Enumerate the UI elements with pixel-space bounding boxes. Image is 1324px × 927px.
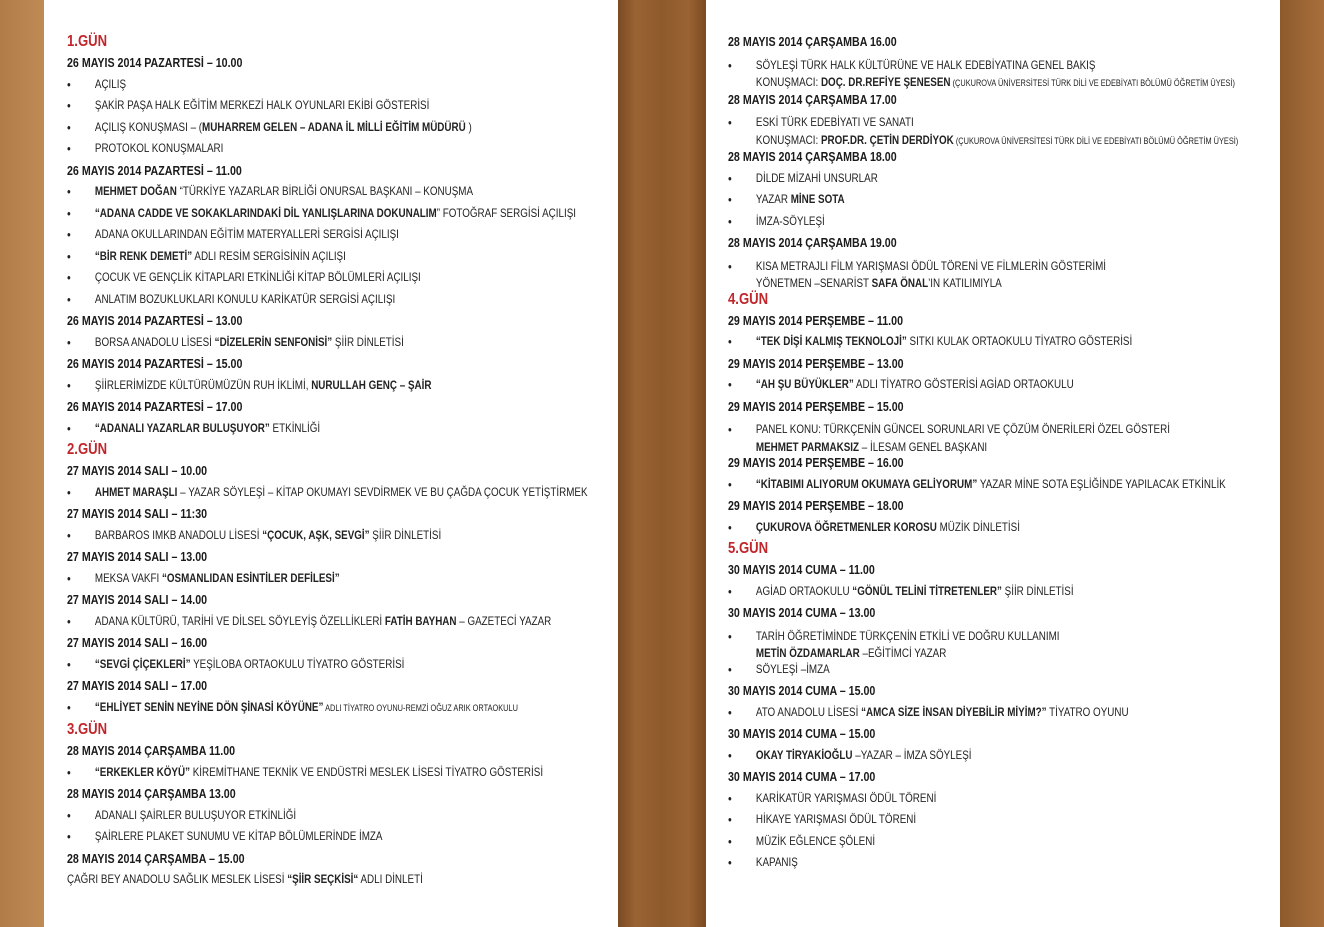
program-page-right [706, 0, 1280, 927]
bullet-icon: • [67, 334, 71, 350]
item-line [756, 855, 798, 869]
bullet-icon: • [728, 192, 732, 207]
item-line [95, 335, 404, 349]
bullet-icon: • [728, 334, 732, 349]
item-line [95, 571, 340, 585]
bullet-icon: • [67, 807, 71, 823]
emphasized-text: DOÇ. DR.REFİYE ŞENESEN [820, 75, 951, 89]
event-list-item [728, 168, 1253, 190]
session-time-heading: 28 MAYIS 2014 ÇARŞAMBA 13.00 [67, 786, 236, 801]
item-line [756, 115, 914, 129]
event-list-item [67, 74, 592, 96]
session-time-heading: 26 MAYIS 2014 PAZARTESİ – 13.00 [67, 313, 243, 328]
session-time-heading: 26 MAYIS 2014 PAZARTESİ – 11.00 [67, 162, 242, 178]
event-list-item [728, 702, 1253, 724]
emphasized-text: “ÇOCUK, AŞK, SEVGİ” [262, 527, 370, 542]
item-line [95, 657, 404, 671]
event-list-item [728, 331, 1253, 353]
bullet-icon: • [67, 527, 71, 543]
item-line [756, 629, 1060, 643]
event-list-item [728, 254, 1253, 293]
event-list-item [67, 697, 592, 720]
emphasized-text: SAFA ÖNAL [871, 276, 929, 290]
emphasized-text: “BİR RENK DEMETİ” [94, 248, 193, 263]
emphasized-text: MUHARREM GELEN – ADANA İL MİLLİ EĞİTİM MÜDÜRÜ [202, 119, 466, 134]
event-list-item [728, 189, 1253, 211]
bullet-icon: • [67, 98, 71, 113]
day-heading: 5.GÜN [728, 540, 769, 557]
session-time-heading: 28 MAYIS 2014 ÇARŞAMBA 18.00 [728, 149, 897, 164]
session-time-heading: 27 MAYIS 2014 SALI – 17.00 [67, 678, 208, 693]
bullet-icon: • [67, 248, 71, 264]
event-list-item [728, 581, 1253, 603]
item-line [95, 270, 421, 284]
bullet-icon: • [728, 855, 732, 870]
bullet-icon: • [67, 829, 71, 844]
session-time-heading: 26 MAYIS 2014 PAZARTESİ – 17.00 [67, 399, 243, 414]
event-list-item [728, 624, 1253, 663]
session-time-heading: 29 MAYIS 2014 PERŞEMBE – 16.00 [728, 455, 904, 470]
emphasized-text: “GÖNÜL TELİNİ TİTRETENLER” [852, 583, 1002, 598]
day-heading: 2.GÜN [67, 441, 108, 458]
emphasized-text: “AH ŞU BÜYÜKLER” [755, 377, 854, 391]
item-line [95, 829, 383, 843]
event-list-item [67, 418, 592, 440]
session-time-heading: 28 MAYIS 2014 ÇARŞAMBA – 15.00 [67, 850, 245, 866]
item-line [756, 58, 1096, 72]
item-text: AGİAD ORTAOKULU [755, 583, 853, 598]
item-line [95, 249, 346, 263]
session-time-heading: 28 MAYIS 2014 ÇARŞAMBA 19.00 [728, 235, 897, 250]
item-text: ANLATIM BOZUKLUKLARI KONULU KARİKATÜR SERGİSİ AÇILIŞI [94, 291, 396, 306]
item-text: ADLI DİNLETİ [358, 872, 423, 886]
background-center-spine [618, 0, 706, 927]
item-text: HİKAYE YARIŞMASI ÖDÜL TÖRENİ [755, 812, 917, 826]
bullet-icon: • [728, 661, 732, 677]
item-line [95, 485, 588, 499]
item-text: “TÜRKİYE YAZARLAR BİRLİĞİ ONURSAL BAŞKANI – KONUŞMA [176, 184, 474, 198]
item-text: KONUŞMACI: [755, 75, 821, 89]
item-line [95, 98, 429, 112]
item-text: AÇILIŞ [94, 76, 127, 91]
bullet-icon: • [67, 484, 71, 500]
bullet-icon: • [67, 184, 71, 199]
item-second-line [756, 439, 1253, 457]
bullet-icon: • [67, 205, 71, 221]
emphasized-text: MEHMET PARMAKSIZ [755, 439, 860, 454]
event-list-item [728, 374, 1253, 396]
item-text: – YAZAR SÖYLEŞİ – KİTAP OKUMAYI SEVDİRMEK VE BU ÇAĞDA ÇOCUK YETİŞTİRMEK [177, 484, 588, 499]
item-second-line [756, 275, 1253, 293]
item-line [95, 378, 432, 392]
item-text: YAZAR [755, 192, 791, 206]
event-list-item [67, 138, 592, 160]
background-right-border [1280, 0, 1324, 927]
item-line [756, 520, 1020, 534]
item-text: AÇILIŞ KONUŞMASI – ( [94, 119, 203, 134]
session-time-heading: 27 MAYIS 2014 SALI – 14.00 [67, 592, 208, 607]
bullet-icon: • [67, 420, 71, 436]
bullet-icon: • [67, 270, 71, 285]
item-line [756, 334, 1132, 348]
item-text: ADLI TİYATRO OYUNU-REMZİ OĞUZ ARIK ORTAOKULU [323, 702, 518, 713]
bullet-icon: • [728, 422, 732, 437]
item-text: YEŞİLOBA ORTAOKULU TİYATRO GÖSTERİSİ [190, 656, 405, 671]
bullet-icon: • [67, 76, 71, 92]
program-column-right [728, 31, 1253, 874]
item-text: (ÇUKUROVA ÜNİVERSİTESİ TÜRK DİLİ VE EDEBİYATI BÖLÜMÜ ÖĞRETİM ÜYESİ) [953, 135, 1239, 146]
bullet-icon: • [728, 115, 732, 130]
item-text: TARİH ÖĞRETİMİNDE TÜRKÇENİN ETKİLİ VE DOĞRU KULLANIMI [755, 628, 1060, 643]
item-line [756, 477, 1226, 491]
item-text: BORSA ANADOLU LİSESİ [94, 334, 215, 349]
item-text: (ÇUKUROVA ÜNİVERSİTESİ TÜRK DİLİ VE EDEBİYATI BÖLÜMÜ ÖĞRETİM ÜYESİ) [950, 78, 1235, 88]
session-time-heading: 29 MAYIS 2014 PERŞEMBE – 15.00 [728, 398, 904, 414]
item-second-line [756, 74, 1253, 93]
event-list-item [67, 224, 592, 246]
item-text: ADANA OKULLARINDAN EĞİTİM MATERYALLERİ SERGİSİ AÇILIŞI [94, 227, 399, 241]
item-line [95, 808, 296, 822]
item-text: ŞİİR DİNLETİSİ [1001, 583, 1074, 598]
event-list-item [67, 332, 592, 354]
event-list-item [67, 826, 592, 848]
item-text: ŞAKİR PAŞA HALK EĞİTİM MERKEZİ HALK OYUNLARI EKİBİ GÖSTERİSİ [94, 98, 430, 112]
item-line [756, 834, 875, 848]
item-line [95, 206, 576, 220]
bullet-icon: • [728, 628, 732, 644]
session-time-heading: 28 MAYIS 2014 ÇARŞAMBA 11.00 [67, 743, 236, 758]
bullet-icon: • [728, 812, 732, 827]
item-line [756, 192, 845, 206]
item-text: YÖNETMEN –SENARİST [755, 276, 872, 290]
item-text: ADLI RESİM SERGİSİNİN AÇILIŞI [192, 248, 346, 263]
event-list-item [67, 267, 592, 289]
bullet-icon: • [728, 583, 732, 599]
session-time-heading: 28 MAYIS 2014 ÇARŞAMBA 16.00 [728, 34, 897, 49]
event-list-item [728, 659, 1253, 681]
bullet-icon: • [67, 377, 71, 393]
emphasized-text: FATİH BAYHAN [384, 613, 457, 628]
item-text: – İLESAM GENEL BAŞKANI [859, 439, 988, 454]
item-line [756, 748, 972, 762]
emphasized-text: “ADANALI YAZARLAR BULUŞUYOR” [94, 420, 270, 435]
bullet-icon: • [67, 119, 71, 135]
session-time-heading: 27 MAYIS 2014 SALI – 10.00 [67, 463, 208, 478]
emphasized-text: MİNE SOTA [790, 192, 845, 206]
event-list-item [67, 203, 592, 225]
bullet-icon: • [67, 570, 71, 586]
item-text: BARBAROS IMKB ANADOLU LİSESİ [94, 527, 263, 542]
emphasized-text: ÇUKUROVA ÖĞRETMENLER KOROSU [755, 519, 937, 534]
session-time-heading: 27 MAYIS 2014 SALI – 13.00 [67, 549, 208, 564]
item-line [756, 259, 1106, 273]
session-time-heading: 30 MAYIS 2014 CUMA – 15.00 [728, 726, 876, 741]
item-text: ’IN KATILIMIYLA [928, 276, 1002, 290]
item-line [95, 528, 441, 542]
event-list-item [728, 517, 1253, 539]
session-time-heading: 29 MAYIS 2014 PERŞEMBE – 18.00 [728, 498, 904, 513]
day-heading: 4.GÜN [728, 290, 769, 308]
bullet-icon: • [67, 227, 71, 242]
item-line [95, 141, 223, 155]
item-text: ” FOTOĞRAF SERGİSİ AÇILIŞI [436, 205, 576, 220]
session-time-heading: 26 MAYIS 2014 PAZARTESİ – 15.00 [67, 356, 243, 371]
item-line [756, 812, 916, 826]
event-line [67, 869, 592, 891]
session-time-heading: 30 MAYIS 2014 CUMA – 13.00 [728, 605, 876, 620]
day-heading: 1.GÜN [67, 33, 108, 50]
event-list-item [67, 762, 592, 784]
emphasized-text: METİN ÖZDAMARLAR [755, 646, 860, 660]
bullet-icon: • [728, 213, 732, 229]
item-text: ESKİ TÜRK EDEBİYATI VE SANATI [755, 115, 914, 129]
event-list-item [728, 417, 1253, 456]
item-text: SITKI KULAK ORTAOKULU TİYATRO GÖSTERİSİ [906, 334, 1133, 348]
item-text: MÜZİK DİNLETİSİ [936, 519, 1020, 534]
item-line [756, 584, 1074, 598]
emphasized-text: “DİZELERİN SENFONİSİ” [214, 334, 333, 349]
item-line [756, 662, 830, 676]
item-line [95, 184, 473, 198]
item-line [95, 292, 395, 306]
bullet-icon: • [728, 258, 732, 274]
event-list-item [67, 482, 592, 504]
item-text: SÖYLEŞİ –İMZA [755, 661, 830, 676]
item-text: ADANA KÜLTÜRÜ, TARİHİ VE DİLSEL SÖYLEYİŞ ÖZELLİKLERİ [94, 613, 385, 628]
bullet-icon: • [728, 790, 732, 806]
session-time-heading: 28 MAYIS 2014 ÇARŞAMBA 17.00 [728, 91, 897, 107]
item-line [95, 120, 472, 134]
event-list-item [67, 289, 592, 311]
item-text: ŞAİRLERE PLAKET SUNUMU VE KİTAP BÖLÜMLERİNDE İMZA [94, 829, 383, 843]
session-time-heading: 30 MAYIS 2014 CUMA – 11.00 [728, 562, 875, 577]
item-text: MEKSA VAKFI [94, 570, 162, 585]
item-line [756, 705, 1129, 719]
item-text: PANEL KONU: TÜRKÇENİN GÜNCEL SORUNLARI VE ÇÖZÜM ÖNERİLERİ ÖZEL GÖSTERİ [755, 422, 1170, 436]
bullet-icon: • [728, 519, 732, 535]
item-line [95, 765, 543, 779]
item-second-line [756, 132, 1253, 151]
bullet-icon: • [67, 613, 71, 629]
bullet-icon: • [728, 704, 732, 720]
item-line [95, 700, 518, 714]
item-text: YAZAR MİNE SOTA EŞLİĞİNDE YAPILACAK ETKİNLİK [977, 476, 1226, 491]
bullet-icon: • [67, 291, 71, 307]
day-heading: 3.GÜN [67, 721, 108, 738]
bullet-icon: • [728, 170, 732, 186]
event-list-item [728, 809, 1253, 831]
item-line [756, 214, 825, 228]
emphasized-text: “EHLİYET SENİN NEYİNE DÖN ŞİNASİ KÖYÜNE” [94, 699, 324, 714]
item-text: KİREMİTHANE TEKNİK VE ENDÜSTRİ MESLEK LİSESİ TİYATRO GÖSTERİSİ [190, 764, 544, 779]
item-text: ŞİİRLERİMİZDE KÜLTÜRÜMÜZÜN RUH İKLİMİ, [94, 377, 312, 392]
emphasized-text: “AMCA SİZE İNSAN DİYEBİLİR MİYİM?” [861, 704, 1047, 719]
item-text: PROTOKOL KONUŞMALARI [94, 141, 224, 155]
event-list-item [728, 110, 1253, 150]
item-line [756, 422, 1170, 436]
emphasized-text: MEHMET DOĞAN [94, 184, 177, 198]
event-list-item [67, 181, 592, 203]
event-list-item [728, 788, 1253, 810]
item-text: ADLI TİYATRO GÖSTERİSİ AGİAD ORTAOKULU [853, 377, 1074, 391]
item-line [95, 227, 399, 241]
item-text: SÖYLEŞİ TÜRK HALK KÜLTÜRÜNE VE HALK EDEBİYATINA GENEL BAKIŞ [755, 57, 1096, 72]
bullet-icon: • [728, 476, 732, 492]
item-line [95, 77, 126, 91]
event-list-item [728, 211, 1253, 233]
session-time-heading: 27 MAYIS 2014 SALI – 11:30 [67, 506, 208, 521]
bullet-icon: • [67, 656, 71, 672]
item-text: KISA METRAJLI FİLM YARIŞMASI ÖDÜL TÖRENİ VE FİLMLERİN GÖSTERİMİ [755, 258, 1107, 273]
session-time-heading: 29 MAYIS 2014 PERŞEMBE – 11.00 [728, 312, 904, 328]
item-text: ÇAĞRI BEY ANADOLU SAĞLIK MESLEK LİSESİ [67, 872, 288, 886]
bullet-icon: • [728, 833, 732, 849]
emphasized-text: “ADANA CADDE VE SOKAKLARINDAKİ DİL YANLIŞLARINA DOKUNALIM [94, 205, 437, 220]
emphasized-text: AHMET MARAŞLI [94, 484, 178, 499]
background-left-border [0, 0, 44, 927]
item-line [95, 421, 320, 435]
item-text: KONUŞMACI: [755, 132, 821, 147]
emphasized-text: “SEVGİ ÇİÇEKLERİ” [94, 656, 191, 671]
bullet-icon: • [728, 747, 732, 763]
event-list-item [67, 654, 592, 676]
item-text: –EĞİTİMCİ YAZAR [859, 646, 947, 660]
session-time-heading: 29 MAYIS 2014 PERŞEMBE – 13.00 [728, 355, 904, 371]
item-text: ŞİİR DİNLETİSİ [332, 334, 404, 349]
item-text: – GAZETECİ YAZAR [456, 613, 552, 628]
item-text: ) [465, 119, 472, 134]
emphasized-text: “TEK DİŞİ KALMIŞ TEKNOLOJİ” [755, 334, 907, 348]
item-text: KARİKATÜR YARIŞMASI ÖDÜL TÖRENİ [755, 790, 937, 805]
item-text: ADANALI ŞAİRLER BULUŞUYOR ETKİNLİĞİ [94, 807, 297, 822]
emphasized-text: “KİTABIMI ALIYORUM OKUMAYA GELİYORUM” [755, 476, 978, 491]
event-list-item [728, 474, 1253, 496]
item-text: –YAZAR – İMZA SÖYLEŞİ [852, 747, 972, 762]
event-list-item [728, 745, 1253, 767]
event-list-item [67, 95, 592, 117]
bullet-icon: • [728, 57, 732, 73]
item-line [756, 791, 936, 805]
session-time-heading: 30 MAYIS 2014 CUMA – 15.00 [728, 683, 876, 698]
emphasized-text: PROF.DR. ÇETİN DERDİYOK [820, 132, 954, 147]
event-list-item [67, 375, 592, 397]
event-list-item [67, 117, 592, 139]
item-line [756, 377, 1074, 391]
emphasized-text: NURULLAH GENÇ – ŞAİR [311, 377, 432, 392]
bullet-icon: • [728, 377, 732, 392]
bullet-icon: • [67, 141, 71, 156]
emphasized-text: “OSMANLIDAN ESİNTİLER DEFİLESİ” [161, 570, 340, 585]
emphasized-text: OKAY TİRYAKİOĞLU [755, 747, 853, 762]
event-list-item [67, 525, 592, 547]
event-list-item [67, 805, 592, 827]
emphasized-text: “ŞİİR SEÇKİSİ“ [287, 872, 359, 886]
item-line [95, 614, 551, 628]
event-list-item [728, 53, 1253, 93]
event-list-item [67, 611, 592, 633]
item-text: ÇOCUK VE GENÇLİK KİTAPLARI ETKİNLİĞİ KİTAP BÖLÜMLERİ AÇILIŞI [94, 270, 421, 284]
item-text: ŞİİR DİNLETİSİ [369, 527, 442, 542]
bullet-icon: • [67, 699, 71, 715]
item-text: MÜZİK EĞLENCE ŞÖLENİ [755, 833, 876, 848]
event-list-item [728, 852, 1253, 874]
session-time-heading: 30 MAYIS 2014 CUMA – 17.00 [728, 769, 876, 784]
event-list-item [67, 246, 592, 268]
item-text: TİYATRO OYUNU [1046, 704, 1129, 719]
emphasized-text: “ERKEKLER KÖYÜ” [94, 764, 191, 779]
event-list-item [67, 568, 592, 590]
bullet-icon: • [67, 764, 71, 780]
event-list-item [728, 831, 1253, 853]
item-line [756, 171, 878, 185]
program-page-left [44, 0, 618, 927]
session-time-heading: 26 MAYIS 2014 PAZARTESİ – 10.00 [67, 55, 243, 70]
program-column-left [67, 31, 592, 891]
item-text: ETKİNLİĞİ [269, 420, 321, 435]
item-text: İMZA-SÖYLEŞİ [755, 213, 825, 228]
session-time-heading: 27 MAYIS 2014 SALI – 16.00 [67, 635, 208, 650]
item-text: ATO ANADOLU LİSESİ [755, 704, 862, 719]
item-text: KAPANIŞ [755, 855, 798, 869]
item-text: DİLDE MİZAHİ UNSURLAR [755, 170, 878, 185]
